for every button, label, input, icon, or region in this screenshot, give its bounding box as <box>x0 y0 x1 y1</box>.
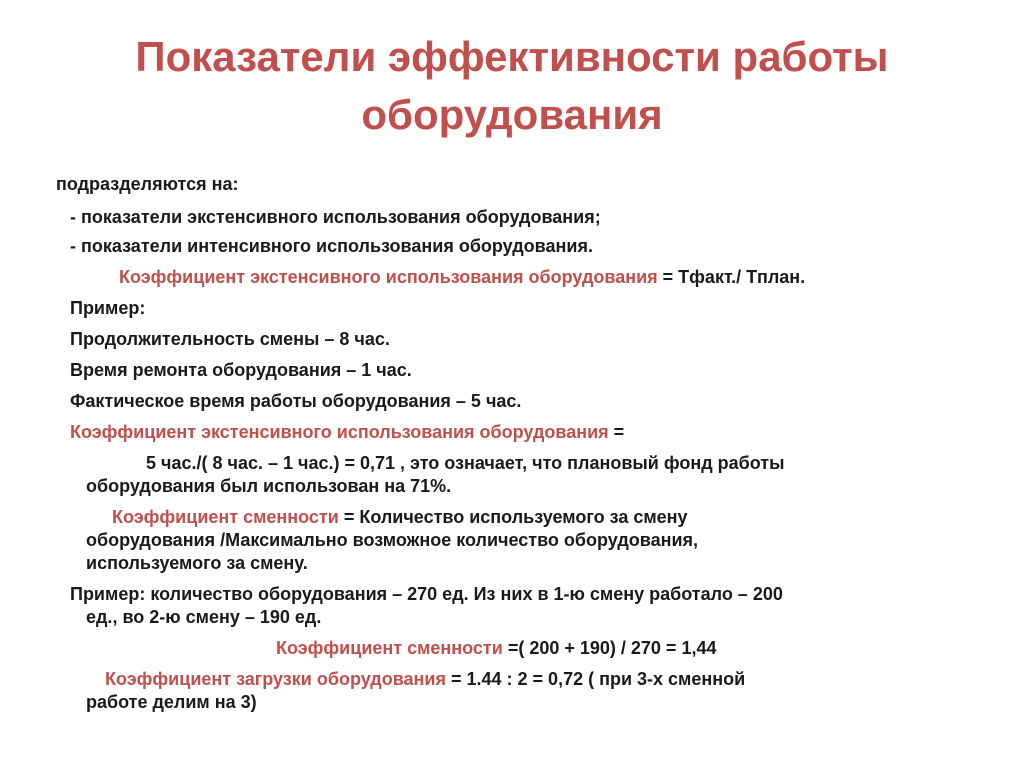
slide-title-line-2: оборудования <box>361 91 663 138</box>
shift-coefficient-rest: = Количество используемого за смену <box>338 507 688 527</box>
formula-extensive <box>119 265 805 290</box>
bullet-extensive: - показатели экстенсивного использования оборудования; <box>70 207 601 227</box>
slide-title <box>0 28 1024 144</box>
example-shift-duration: Продолжительность смены – 8 час. <box>70 329 390 349</box>
shift-calc-label: Коэффициент сменности <box>276 638 503 658</box>
formula-extensive-label: Коэффициент экстенсивного использования оборудования <box>119 267 658 287</box>
formula-extensive-rest: = Тфакт./ Тплан. <box>657 267 806 287</box>
calc-extensive-red-label: Коэффициент экстенсивного использования оборудования <box>70 422 609 442</box>
shift-definition-line-2: оборудования /Максимально возможное количество оборудования, <box>86 530 699 550</box>
calc-extensive-line-2: оборудования был использован на 71%. <box>86 476 452 496</box>
load-coefficient <box>105 667 745 692</box>
calc-extensive-label <box>70 420 624 445</box>
example-repair-time: Время ремонта оборудования – 1 час. <box>70 360 412 380</box>
calc-extensive-line-1: 5 час./( 8 час. – 1 час.) = 0,71 , это означает, что плановый фонд работы <box>146 453 785 473</box>
intro-text: подразделяются на: <box>56 174 239 194</box>
slide-title-line-1: Показатели эффективности работы <box>135 33 889 80</box>
shift-coefficient-label: Коэффициент сменности <box>112 507 339 527</box>
calc-extensive-eq: = <box>608 422 625 442</box>
load-coefficient-line-2: работе делим на 3) <box>86 692 257 712</box>
shift-definition-line-3: используемого за смену. <box>86 553 308 573</box>
shift-calc <box>276 636 716 661</box>
shift-calc-rest: =( 200 + 190) / 270 = 1,44 <box>502 638 717 658</box>
example-actual-time: Фактическое время работы оборудования – 5 час. <box>70 391 522 411</box>
example-heading: Пример: <box>70 298 146 318</box>
load-coefficient-label: Коэффициент загрузки оборудования <box>105 669 446 689</box>
shift-coefficient-definition <box>112 505 688 530</box>
load-coefficient-rest: = 1.44 : 2 = 0,72 ( при 3-х сменной <box>445 669 746 689</box>
bullet-intensive: - показатели интенсивного использования оборудования. <box>70 236 593 256</box>
example2-line-1: Пример: количество оборудования – 270 ед. Из них в 1-ю смену работало – 200 <box>70 584 783 604</box>
example2-line-2: ед., во 2-ю смену – 190 ед. <box>86 607 322 627</box>
